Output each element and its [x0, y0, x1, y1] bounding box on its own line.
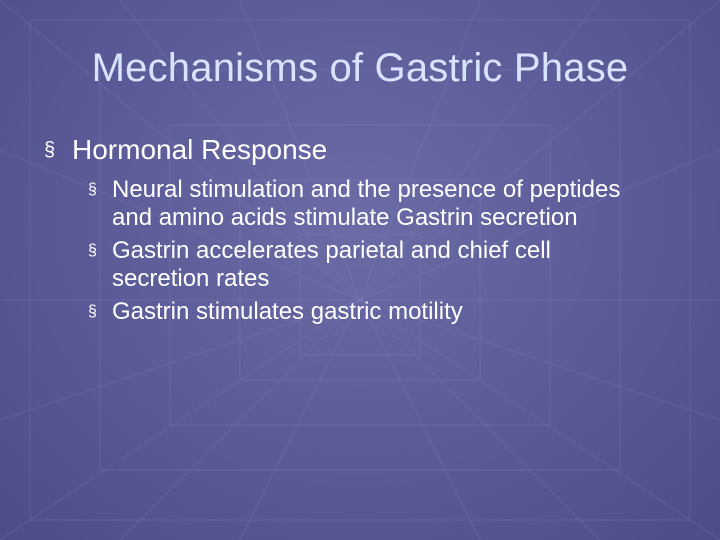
- square-bullet-icon: §: [88, 181, 97, 198]
- sub-bullet-item: [88, 298, 674, 326]
- square-bullet-icon: §: [44, 139, 56, 161]
- sub-bullet-text: Gastrin accelerates parietal and chief cell secretion rates: [112, 237, 551, 292]
- main-bullet-item: [44, 132, 674, 168]
- sub-bullet-item: [88, 237, 674, 293]
- main-bullet-text: Hormonal Response: [72, 134, 328, 165]
- sub-bullet-text: Neural stimulation and the presence of peptides and amino acids stimulate Gastrin secretion: [112, 176, 621, 231]
- square-bullet-icon: §: [88, 242, 97, 259]
- slide-body: [44, 132, 674, 331]
- slide-title: Mechanisms of Gastric Phase: [91, 46, 629, 90]
- sub-bullet-text: Gastrin stimulates gastric motility: [112, 298, 463, 325]
- sub-bullet-item: [88, 176, 674, 232]
- square-bullet-icon: §: [88, 303, 97, 320]
